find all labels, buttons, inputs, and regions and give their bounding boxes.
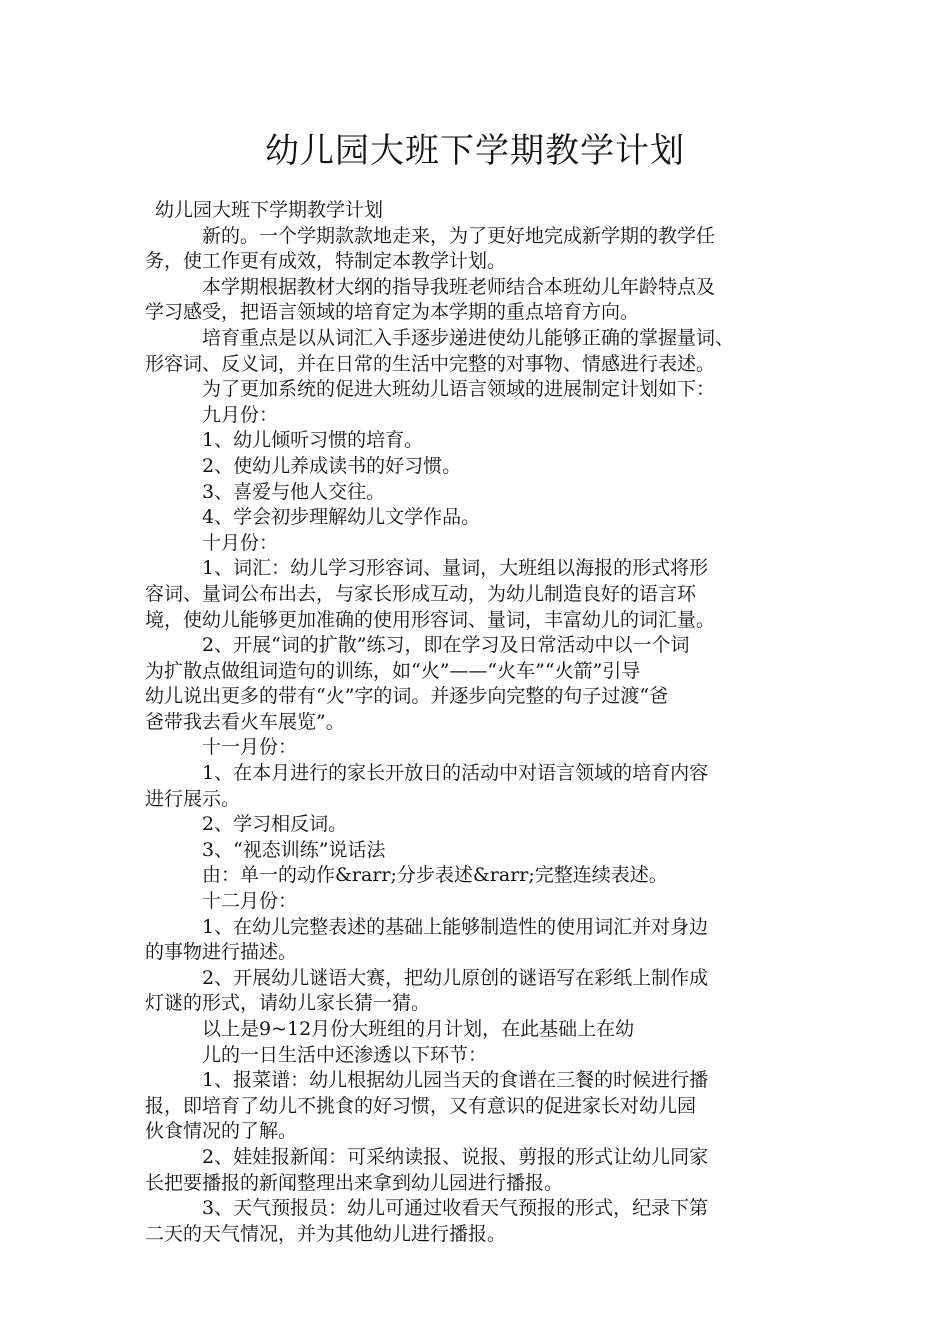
body-line: 二天的天气情况，并为其他幼儿进行播报。 [145,1222,507,1245]
body-line: 2、开展“词的扩散”练习，即在学习及日常活动中以一个词 [202,634,690,657]
body-line: 九月份： [202,403,279,426]
body-line: 务，使工作更有成效，特制定本教学计划。 [145,250,507,273]
body-line: 长把要播报的新闻整理出来拿到幼儿园进行播报。 [145,1171,564,1194]
body-line: 灯谜的形式，请幼儿家长猜一猜。 [145,992,431,1015]
document-title: 幼儿园大班下学期教学计划 [265,131,685,171]
body-line: 1、在本月进行的家长开放日的活动中对语言领域的培育内容 [202,762,709,785]
body-line: 1、词汇：幼儿学习形容词、量词，大班组以海报的形式将形 [202,557,709,580]
body-line: 十月份： [202,531,279,554]
body-line: 以上是9~12月份大班组的月计划，在此基础上在幼 [202,1018,635,1040]
body-line: 容词、量词公布出去，与家长形成互动，为幼儿制造良好的语言环 [145,582,697,605]
body-line: 2、娃娃报新闻：可采纳读报、说报、剪报的形式让幼儿同家 [202,1145,709,1168]
body-line: 3、天气预报员：幼儿可通过收看天气预报的形式，纪录下第 [202,1197,709,1220]
document-body [145,198,810,1247]
body-line: 本学期根据教材大纲的指导我班老师结合本班幼儿年龄特点及 [202,275,716,298]
body-line: 爸带我去看火车展览”。 [145,710,345,733]
body-line: 2、学习相反词。 [202,813,348,836]
body-line: 幼儿说出更多的带有“火”字的词。并逐步向完整的句子过渡“爸 [145,685,669,708]
body-line: 十二月份： [202,890,298,913]
body-line: 的事物进行描述。 [145,941,298,964]
body-line: 由：单一的动作&rarr;分步表述&rarr;完整连续表述。 [202,864,668,887]
body-line: 3、喜爱与他人交往。 [202,480,386,503]
body-line: 4、学会初步理解幼儿文学作品。 [202,506,481,529]
body-line: 2、开展幼儿谜语大赛，把幼儿原创的谜语写在彩纸上制作成 [202,966,709,989]
body-line: 形容词、反义词，并在日常的生活中完整的对事物、情感进行表述。 [145,352,716,375]
body-line: 3、“视态训练”说话法 [202,838,386,861]
body-line: 进行展示。 [145,787,241,810]
body-line: 幼儿园大班下学期教学计划 [155,199,384,221]
body-line: 新的。一个学期款款地走来，为了更好地完成新学期的教学任 [202,224,716,247]
body-line: 伙食情况的了解。 [145,1120,298,1143]
body-line: 为扩散点做组词造句的训练，如“火”——“火车”“火箭”引导 [145,659,641,682]
body-line: 学习感受，把语言领域的培育定为本学期的重点培育方向。 [145,301,640,324]
body-line: 境，使幼儿能够更加准确的使用形容词、量词，丰富幼儿的词汇量。 [145,608,716,631]
body-line: 儿的一日生活中还渗透以下环节： [202,1043,488,1066]
body-line: 十一月份： [202,736,298,759]
body-line: 1、在幼儿完整表述的基础上能够制造性的使用词汇并对身边 [202,915,709,938]
body-line: 1、报菜谱：幼儿根据幼儿园当天的食谱在三餐的时候进行播 [202,1069,709,1092]
body-line: 2、使幼儿养成读书的好习惯。 [202,454,462,477]
body-line: 培育重点是以从词汇入手逐步递进使幼儿能够正确的掌握量词、 [202,326,735,349]
body-line: 报，即培育了幼儿不挑食的好习惯，又有意识的促进家长对幼儿园 [145,1094,697,1117]
body-line: 1、幼儿倾听习惯的培育。 [202,429,424,452]
body-line: 为了更加系统的促进大班幼儿语言领域的进展制定计划如下： [202,378,716,401]
